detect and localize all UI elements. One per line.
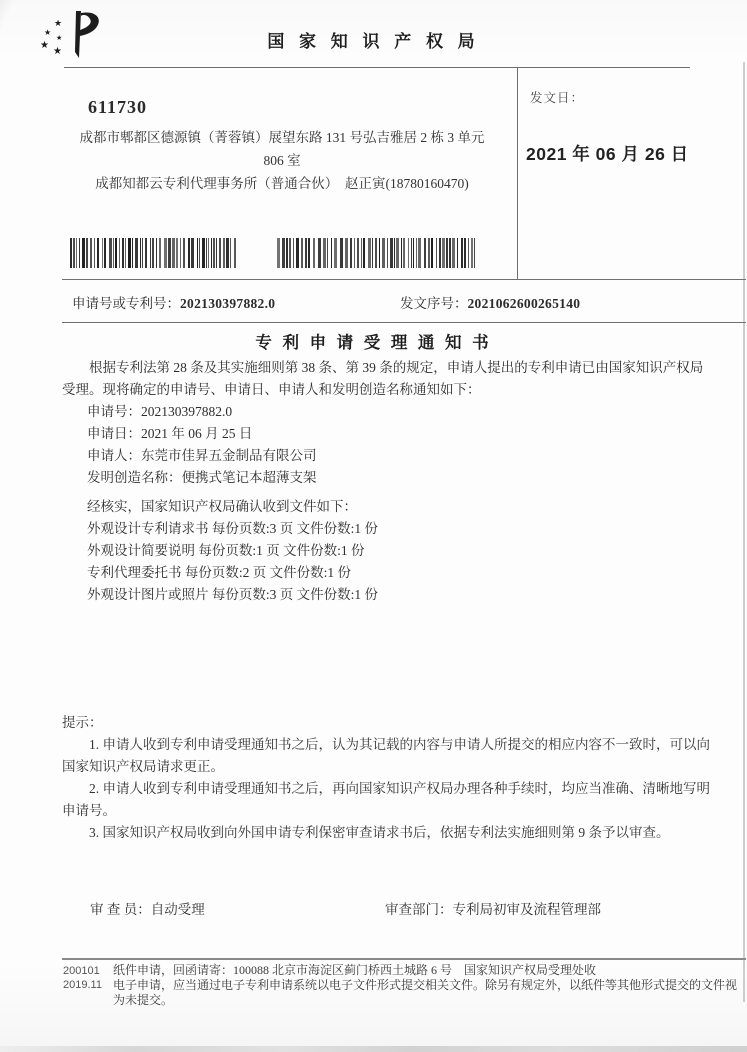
footer-note-paper: 纸件申请，回函请寄：100088 北京市海淀区蓟门桥西土城路 6 号 国家知识产权局受理处收 xyxy=(113,963,597,977)
tip-item: 3. 国家知识产权局收到向外国申请专利保密审查请求书后，依据专利法实施细则第 9 条予以审查。 xyxy=(89,825,670,840)
recipient-address-line1: 成都市郫都区德源镇（菁蓉镇）展望东路 131 号弘吉雅居 2 栋 3 单元 xyxy=(79,130,485,145)
department-label: 审查部门： xyxy=(385,902,453,917)
divider-above-reference-row xyxy=(62,279,746,280)
dispatch-box-border xyxy=(517,67,518,280)
tips-section xyxy=(62,712,712,844)
received-document-item: 外观设计图片或照片 每份页数:3 页 文件份数:1 份 xyxy=(87,587,379,602)
confirm-line: 经核实，国家知识产权局确认收到文件如下： xyxy=(87,499,357,514)
svg-text:★: ★ xyxy=(44,28,52,37)
form-codes xyxy=(63,964,111,992)
form-date: 2019.11 xyxy=(63,979,102,991)
postal-code: 611730 xyxy=(88,97,148,117)
footer-note-electronic: 电子申请，应当通过电子专利申请系统以电子文件形式提交相关文件。除另有规定外，以纸件等其他形式提交的文件视为未提交。 xyxy=(113,978,738,1007)
divider-below-reference-row xyxy=(62,322,746,323)
field-label: 发明创造名称： xyxy=(87,470,182,485)
field-label: 申请日： xyxy=(87,426,141,441)
field-label: 申请人： xyxy=(87,448,141,463)
field-applicant xyxy=(62,445,710,467)
examiner-label: 审 查 员： xyxy=(90,902,151,917)
svg-text:★: ★ xyxy=(56,34,63,42)
field-value: 202130397882.0 xyxy=(141,404,233,419)
dispatch-serial-label: 发文序号： xyxy=(400,296,468,311)
notice-title: 专 利 申 请 受 理 通 知 书 xyxy=(255,334,492,352)
received-document-item: 专利代理委托书 每份页数:2 页 文件份数:1 份 xyxy=(87,565,352,580)
page-scan-edge-bottom xyxy=(0,1046,747,1052)
examiner-field xyxy=(90,898,205,918)
svg-text:★: ★ xyxy=(54,18,63,28)
dispatch-date-value: 2021 年 06 月 26 日 xyxy=(526,144,689,164)
examiner-value: 自动受理 xyxy=(150,902,205,917)
field-value: 2021 年 06 月 25 日 xyxy=(141,426,253,441)
field-label: 申请号： xyxy=(87,404,141,419)
dispatch-serial-value: 2021062600265140 xyxy=(467,296,581,311)
footer-notes xyxy=(113,963,746,1008)
footer-divider xyxy=(62,958,746,960)
tip-item: 1. 申请人收到专利申请受理通知书之后，认为其记载的内容与申请人所提交的相应内容不一致时，可以向国家知识产权局请求更正。 xyxy=(62,737,710,774)
application-number-value: 202130397882.0 xyxy=(180,296,276,311)
tips-heading: 提示： xyxy=(62,715,103,730)
notice-intro: 根据专利法第 28 条及其实施细则第 38 条、第 39 条的规定，申请人提出的专利申请已由国家知识产权局受理。现将确定的申请号、申请日、申请人和发明创造名称通知如下： xyxy=(62,360,704,397)
field-application-date xyxy=(62,423,710,445)
svg-text:★: ★ xyxy=(40,40,49,51)
form-code: 200101 xyxy=(63,965,100,977)
field-value: 便携式笔记本超薄支架 xyxy=(181,470,317,485)
page-scan-edge-right xyxy=(743,62,745,1002)
application-number-barcode xyxy=(70,238,238,268)
dispatch-serial-barcode xyxy=(277,238,480,268)
application-number-field xyxy=(72,292,275,312)
department-value: 专利局初审及流程管理部 xyxy=(452,902,601,917)
spacer xyxy=(62,489,710,496)
dispatch-date-label: 发文日： xyxy=(530,91,585,105)
received-document-item: 外观设计简要说明 每份页数:1 页 文件份数:1 份 xyxy=(87,543,365,558)
org-name: 国 家 知 识 产 权 局 xyxy=(267,32,480,51)
recipient-agency-line: 成都知都云专利代理事务所（普通合伙） 赵正寅(18780160470) xyxy=(95,176,469,191)
tip-item: 2. 申请人收到专利申请受理通知书之后，再向国家知识产权局办理各种手续时，均应当准确、清晰地写明申请号。 xyxy=(62,781,710,818)
application-number-label: 申请号或专利号： xyxy=(72,296,180,311)
received-document-item: 外观设计专利请求书 每份页数:3 页 文件份数:1 份 xyxy=(87,521,379,536)
recipient-address-line2: 806 室 xyxy=(263,153,301,168)
header-divider xyxy=(64,67,690,68)
dispatch-serial-field xyxy=(400,292,580,312)
field-invention-title xyxy=(62,467,710,489)
field-application-number xyxy=(62,401,710,423)
svg-text:★: ★ xyxy=(53,46,62,57)
field-value: 东莞市佳昇五金制品有限公司 xyxy=(141,448,317,463)
notice-body xyxy=(62,357,710,606)
department-field xyxy=(385,898,601,918)
recipient-address xyxy=(56,126,508,195)
